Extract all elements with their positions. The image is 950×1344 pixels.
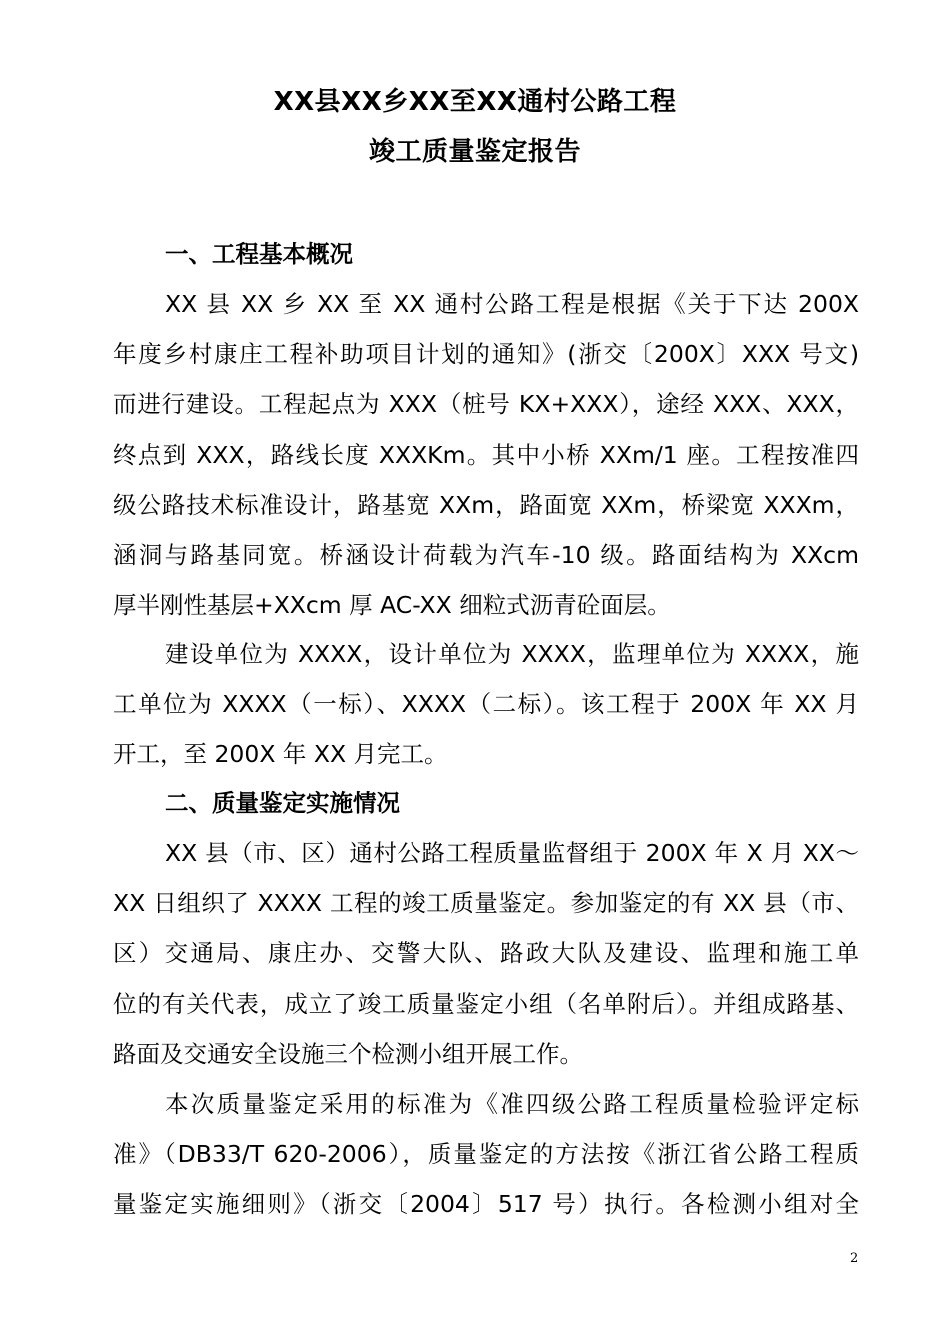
text-line: 开工，至 200X 年 XX 月完工。: [113, 740, 448, 769]
text-line: 而进行建设。工程起点为 XXX（桩号 KX+XXX），途经 XXX、XXX，: [113, 390, 859, 419]
text-line: 位的有关代表，成立了竣工质量鉴定小组（名单附后）。并组成路基、: [113, 989, 859, 1018]
text-line: 厚半刚性基层+XXcm 厚 AC-XX 细粒式沥青砼面层。: [113, 591, 671, 620]
report-title-line-2: 竣工质量鉴定报告: [368, 137, 581, 167]
text-line: 本次质量鉴定采用的标准为《准四级公路工程质量检验评定标: [165, 1090, 859, 1118]
section-2-paragraph-2: [113, 1079, 859, 1230]
text-line: 量鉴定实施细则》（浙交〔2004〕517 号）执行。各检测小组对全: [113, 1190, 859, 1219]
section-1-paragraph-1: [113, 279, 859, 630]
text-line: 终点到 XXX，路线长度 XXXKm。其中小桥 XXm/1 座。工程按准四: [113, 440, 859, 469]
text-line: 涵洞与路基同宽。桥涵设计荷载为汽车-10 级。路面结构为 XXcm: [113, 540, 859, 569]
text-line: 路面及交通安全设施三个检测小组开展工作。: [113, 1039, 583, 1068]
text-line: 建设单位为 XXXX，设计单位为 XXXX，监理单位为 XXXX，施: [165, 640, 859, 668]
section-1-heading: 一、工程基本概况: [165, 240, 353, 268]
page-number: 2: [850, 1251, 859, 1266]
text-line: XX 县 XX 乡 XX 至 XX 通村公路工程是根据《关于下达 200X: [165, 290, 859, 318]
text-line: 准》（DB33/T 620-2006），质量鉴定的方法按《浙江省公路工程质: [113, 1140, 859, 1169]
text-line: 区）交通局、康庄办、交警大队、路政大队及建设、监理和施工单: [113, 939, 859, 968]
text-line: 年度乡村康庄工程补助项目计划的通知》(浙交〔200X〕XXX 号文): [113, 340, 859, 369]
section-1-paragraph-2: [113, 629, 859, 780]
text-line: 级公路技术标准设计，路基宽 XXm，路面宽 XXm，桥梁宽 XXXm，: [113, 490, 859, 519]
text-line: XX 日组织了 XXXX 工程的竣工质量鉴定。参加鉴定的有 XX 县（市、: [113, 889, 859, 918]
section-2-paragraph-1: [113, 828, 859, 1079]
text-line: XX 县（市、区）通村公路工程质量监督组于 200X 年 X 月 XX～: [165, 839, 859, 867]
section-2-heading: 二、质量鉴定实施情况: [165, 789, 400, 817]
text-line: 工单位为 XXXX（一标）、XXXX（二标）。该工程于 200X 年 XX 月: [113, 690, 859, 719]
report-title-line-1: XX县XX乡XX至XX通村公路工程: [273, 87, 677, 117]
